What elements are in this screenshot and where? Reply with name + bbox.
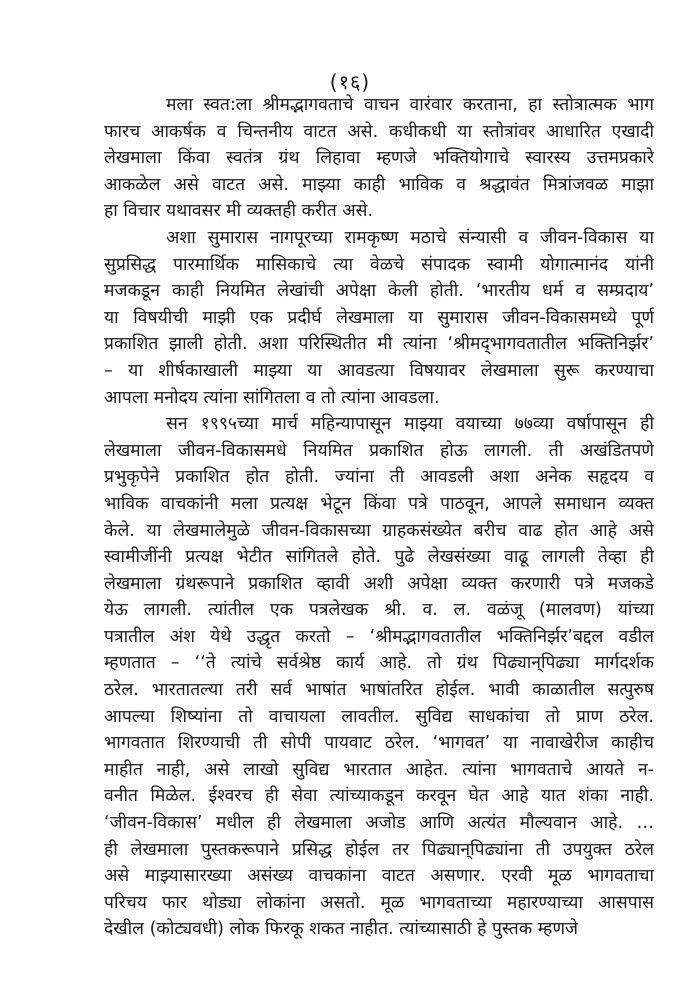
text-line: ‘जीवन-विकास’ मधील ही लेखमाला अजोड आणि अत्यंत मौल्यवान आहे. … — [104, 813, 654, 834]
text-line: म्हणतात – ‘‘ते त्यांचे सर्वश्रेष्ठ कार्य आहे. तो ग्रंथ पिढ्यान्‌पिढ्या मार्गदर्शक — [104, 653, 654, 674]
text-line: वनीत मिळेल. ईश्वरच ही सेवा त्यांच्याकडून करवून घेत आहे यात शंका नाही. — [104, 786, 654, 807]
text-line: पत्रातील अंश येथे उद्धृत करतो – ‘श्रीमद्भागवतातील भक्तिनिर्झर’बद्दल वडील — [104, 626, 654, 647]
text-line: आकळेल असे वाटत असे. माझ्या काही भाविक व श्रद्धावंत मित्रांजवळ माझा — [104, 174, 654, 195]
text-line: प्रभुकृपेने प्रकाशित होत होती. ज्यांना ती आवडली अशा अनेक सहृदय व — [104, 467, 654, 488]
text-line: मला स्वत:ला श्रीमद्भागवताचे वाचन वारंवार करताना, हा स्तोत्रात्मक भाग — [166, 95, 654, 115]
text-line: हा विचार यथावसर मी व्यक्तही करीत असे. — [104, 201, 374, 222]
text-line: या विषयीची माझी एक प्रदीर्घ लेखमाला या सुमारास जीवन-विकासमध्ये पूर्ण — [104, 307, 654, 328]
text-line: अशा सुमारास नागपूरच्या रामकृष्ण मठाचे संन्यासी व जीवन-विकास या — [166, 227, 654, 248]
paragraph-1 — [104, 92, 654, 225]
paragraph-2 — [104, 225, 654, 411]
page-number: (१६) — [329, 70, 371, 94]
text-line: आपला मनोदय त्यांना सांगितला व तो त्यांना आवडला. — [104, 387, 440, 408]
text-line: आपल्या शिष्यांना तो वाचायला लावतील. सुविद्य साधकांचा तो प्राण ठरेल. — [104, 706, 654, 727]
text-line: फारच आकर्षक व चिन्तनीय वाटत असे. कधीकधी या स्तोत्रांवर आधारित एखादी — [104, 121, 654, 142]
text-line: ही लेखमाला पुस्तकरूपाने प्रसिद्ध होईल तर पिढ्यान्‌पिढ्यांना ती उपयुक्त ठरेल — [104, 839, 654, 860]
paragraph-3 — [104, 411, 654, 943]
text-line: परिचय फार थोड्या लोकांना असतो. मूळ भागवताच्या महारण्याच्या आसपास — [104, 892, 654, 913]
text-line: येऊ लागली. त्यांतील एक पत्रलेखक श्री. व. ल. वळंजू (मालवण) यांच्या — [104, 600, 654, 621]
text-line: सुप्रसिद्ध पारमार्थिक मासिकाचे त्या वेळचे संपादक स्वामी योगात्मानंद यांनी — [104, 254, 654, 275]
text-line: – या शीर्षकाखाली माझ्या या आवडत्या विषयावर लेखमाला सुरू करण्याचा — [104, 360, 654, 381]
text-line: देखील (कोट्यवधी) लोक फिरकू शकत नाहीत. त्यांच्यासाठी हे पुस्तक म्हणजे — [104, 919, 578, 940]
text-line: केले. या लेखमालेमुळे जीवन-विकासच्या ग्राहकसंख्येत बरीच वाढ होत आहे असे — [104, 520, 654, 541]
text-line: स्वामीजींनी प्रत्यक्ष भेटीत सांगितले होते. पुढे लेखसंख्या वाढू लागली तेव्हा ही — [104, 547, 654, 568]
text-line: असे माझ्यासारख्या असंख्य वाचकांना वाटत असणार. एरवी मूळ भागवताचा — [104, 866, 654, 887]
text-line: माहीत नाही, असे लाखो सुविद्य भारतात आहेत. त्यांना भागवताचे आयते न- — [104, 759, 654, 780]
text-line: सन १९९५च्या मार्च महिन्यापासून माझ्या वयाच्या ७७व्या वर्षापासून ही — [166, 414, 654, 435]
body-text — [104, 92, 654, 943]
text-line: प्रकाशित झाली होती. अशा परिस्थितीत मी त्यांना ‘श्रीमद्‌भागवतातील भक्तिनिर्झर’ — [104, 334, 654, 355]
text-line: भागवतात शिरण्याची ती सोपी पायवाट ठरेल. ‘भागवत’ या नावाखेरीज काहीच — [104, 733, 654, 754]
text-line: लेखमाला किंवा स्वतंत्र ग्रंथ लिहावा म्हणजे भक्तियोगाचे स्वारस्य उत्तमप्रकारे — [104, 148, 654, 169]
text-line: मजकडून काही नियमित लेखांची अपेक्षा केली होती. ‘भारतीय धर्म व सम्प्रदाय’ — [104, 281, 654, 302]
text-line: भाविक वाचकांनी मला प्रत्यक्ष भेटून किंवा पत्रे पाठवून, आपले समाधान व्यक्त — [104, 493, 654, 514]
text-line: ठरेल. भारतातल्या तरी सर्व भाषांत भाषांतरित होईल. भावी काळातील सत्पुरुष — [104, 680, 654, 701]
text-line: लेखमाला जीवन-विकासमधे नियमित प्रकाशित होऊ लागली. ती अखंडितपणे — [104, 440, 654, 461]
text-line: लेखमाला ग्रंथरूपाने प्रकाशित व्हावी अशी अपेक्षा व्यक्त करणारी पत्रे मजकडे — [104, 573, 654, 594]
